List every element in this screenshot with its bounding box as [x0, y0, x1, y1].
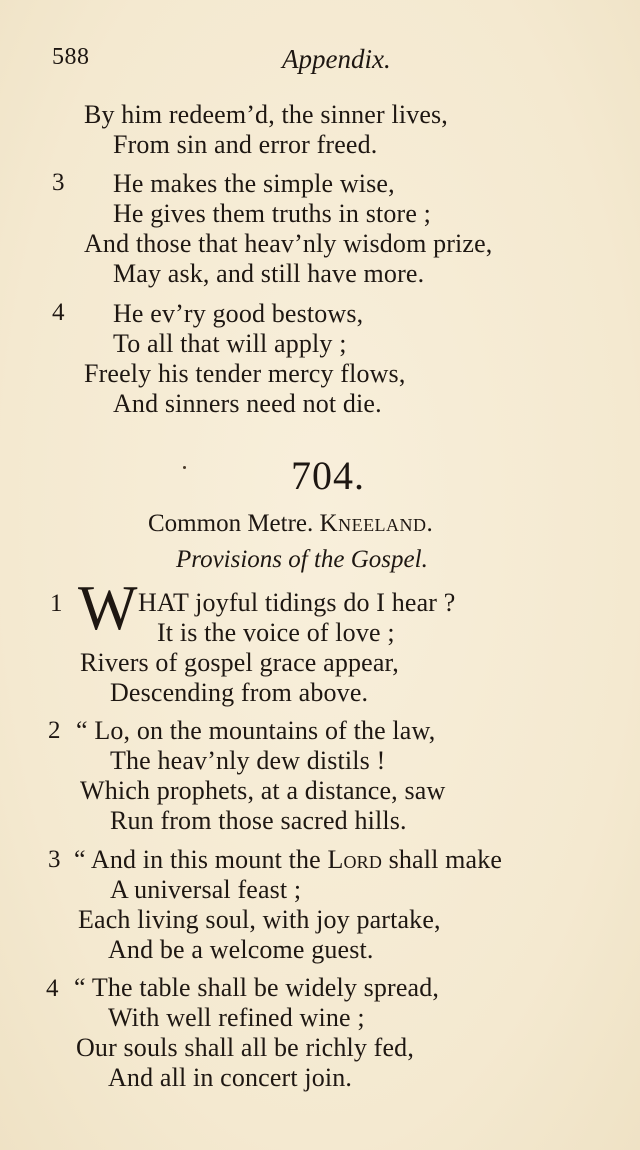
verse-line: HAT joyful tidings do I hear ? [138, 588, 456, 617]
stanza-number: 3 [48, 846, 61, 873]
verse-line: Descending from above. [110, 678, 369, 707]
verse-line: Run from those sacred hills. [110, 806, 407, 835]
verse-text: shall make [381, 845, 503, 874]
stanza-number: 2 [48, 717, 61, 744]
verse-line: He gives them truths in store ; [113, 199, 432, 228]
stanza-number: 1 [50, 590, 63, 617]
verse-line: It is the voice of love ; [157, 618, 395, 647]
page-number: 588 [52, 44, 90, 70]
verse-line: “ The table shall be widely spread, [74, 973, 440, 1002]
verse-line: With well refined wine ; [108, 1003, 365, 1032]
verse-text: “ And in this mount the [74, 845, 328, 874]
small-caps-word: Lord [327, 845, 382, 874]
verse-line: From sin and error freed. [113, 130, 378, 159]
verse-line: And those that heav’nly wisdom prize, [84, 229, 493, 258]
verse-line: And be a welcome guest. [108, 935, 374, 964]
verse-line: He makes the simple wise, [113, 169, 395, 198]
hymn-title: Provisions of the Gospel. [176, 546, 428, 573]
stanza-number: 4 [46, 975, 59, 1002]
running-title: Appendix. [282, 44, 391, 74]
verse-line: Which prophets, at a distance, saw [80, 776, 446, 805]
verse-line: The heav’nly dew distils ! [110, 746, 386, 775]
verse-line: A universal feast ; [110, 875, 302, 904]
drop-cap: W [78, 573, 138, 643]
verse-line: Our souls shall all be richly fed, [76, 1033, 414, 1062]
verse-line [74, 845, 502, 875]
meter-label: Common Metre. [148, 510, 314, 537]
verse-line: To all that will apply ; [113, 329, 347, 358]
verse-line: He ev’ry good bestows, [113, 299, 364, 328]
meter-line [148, 510, 433, 538]
verse-line: And all in concert join. [108, 1063, 353, 1092]
stanza-number: 3 [52, 169, 65, 196]
stanza-number: 4 [52, 299, 65, 326]
verse-line: Rivers of gospel grace appear, [80, 648, 399, 677]
verse-line: Freely his tender mercy flows, [84, 359, 406, 388]
verse-line: May ask, and still have more. [113, 259, 425, 288]
tune-name: Kneeland. [319, 510, 434, 537]
verse-line: Each living soul, with joy partake, [78, 905, 441, 934]
ink-speck [183, 466, 186, 469]
verse-line: By him redeem’d, the sinner lives, [84, 100, 448, 129]
verse-line: And sinners need not die. [113, 389, 382, 418]
hymn-number: 704. [291, 453, 365, 498]
verse-line: “ Lo, on the mountains of the law, [76, 716, 436, 745]
